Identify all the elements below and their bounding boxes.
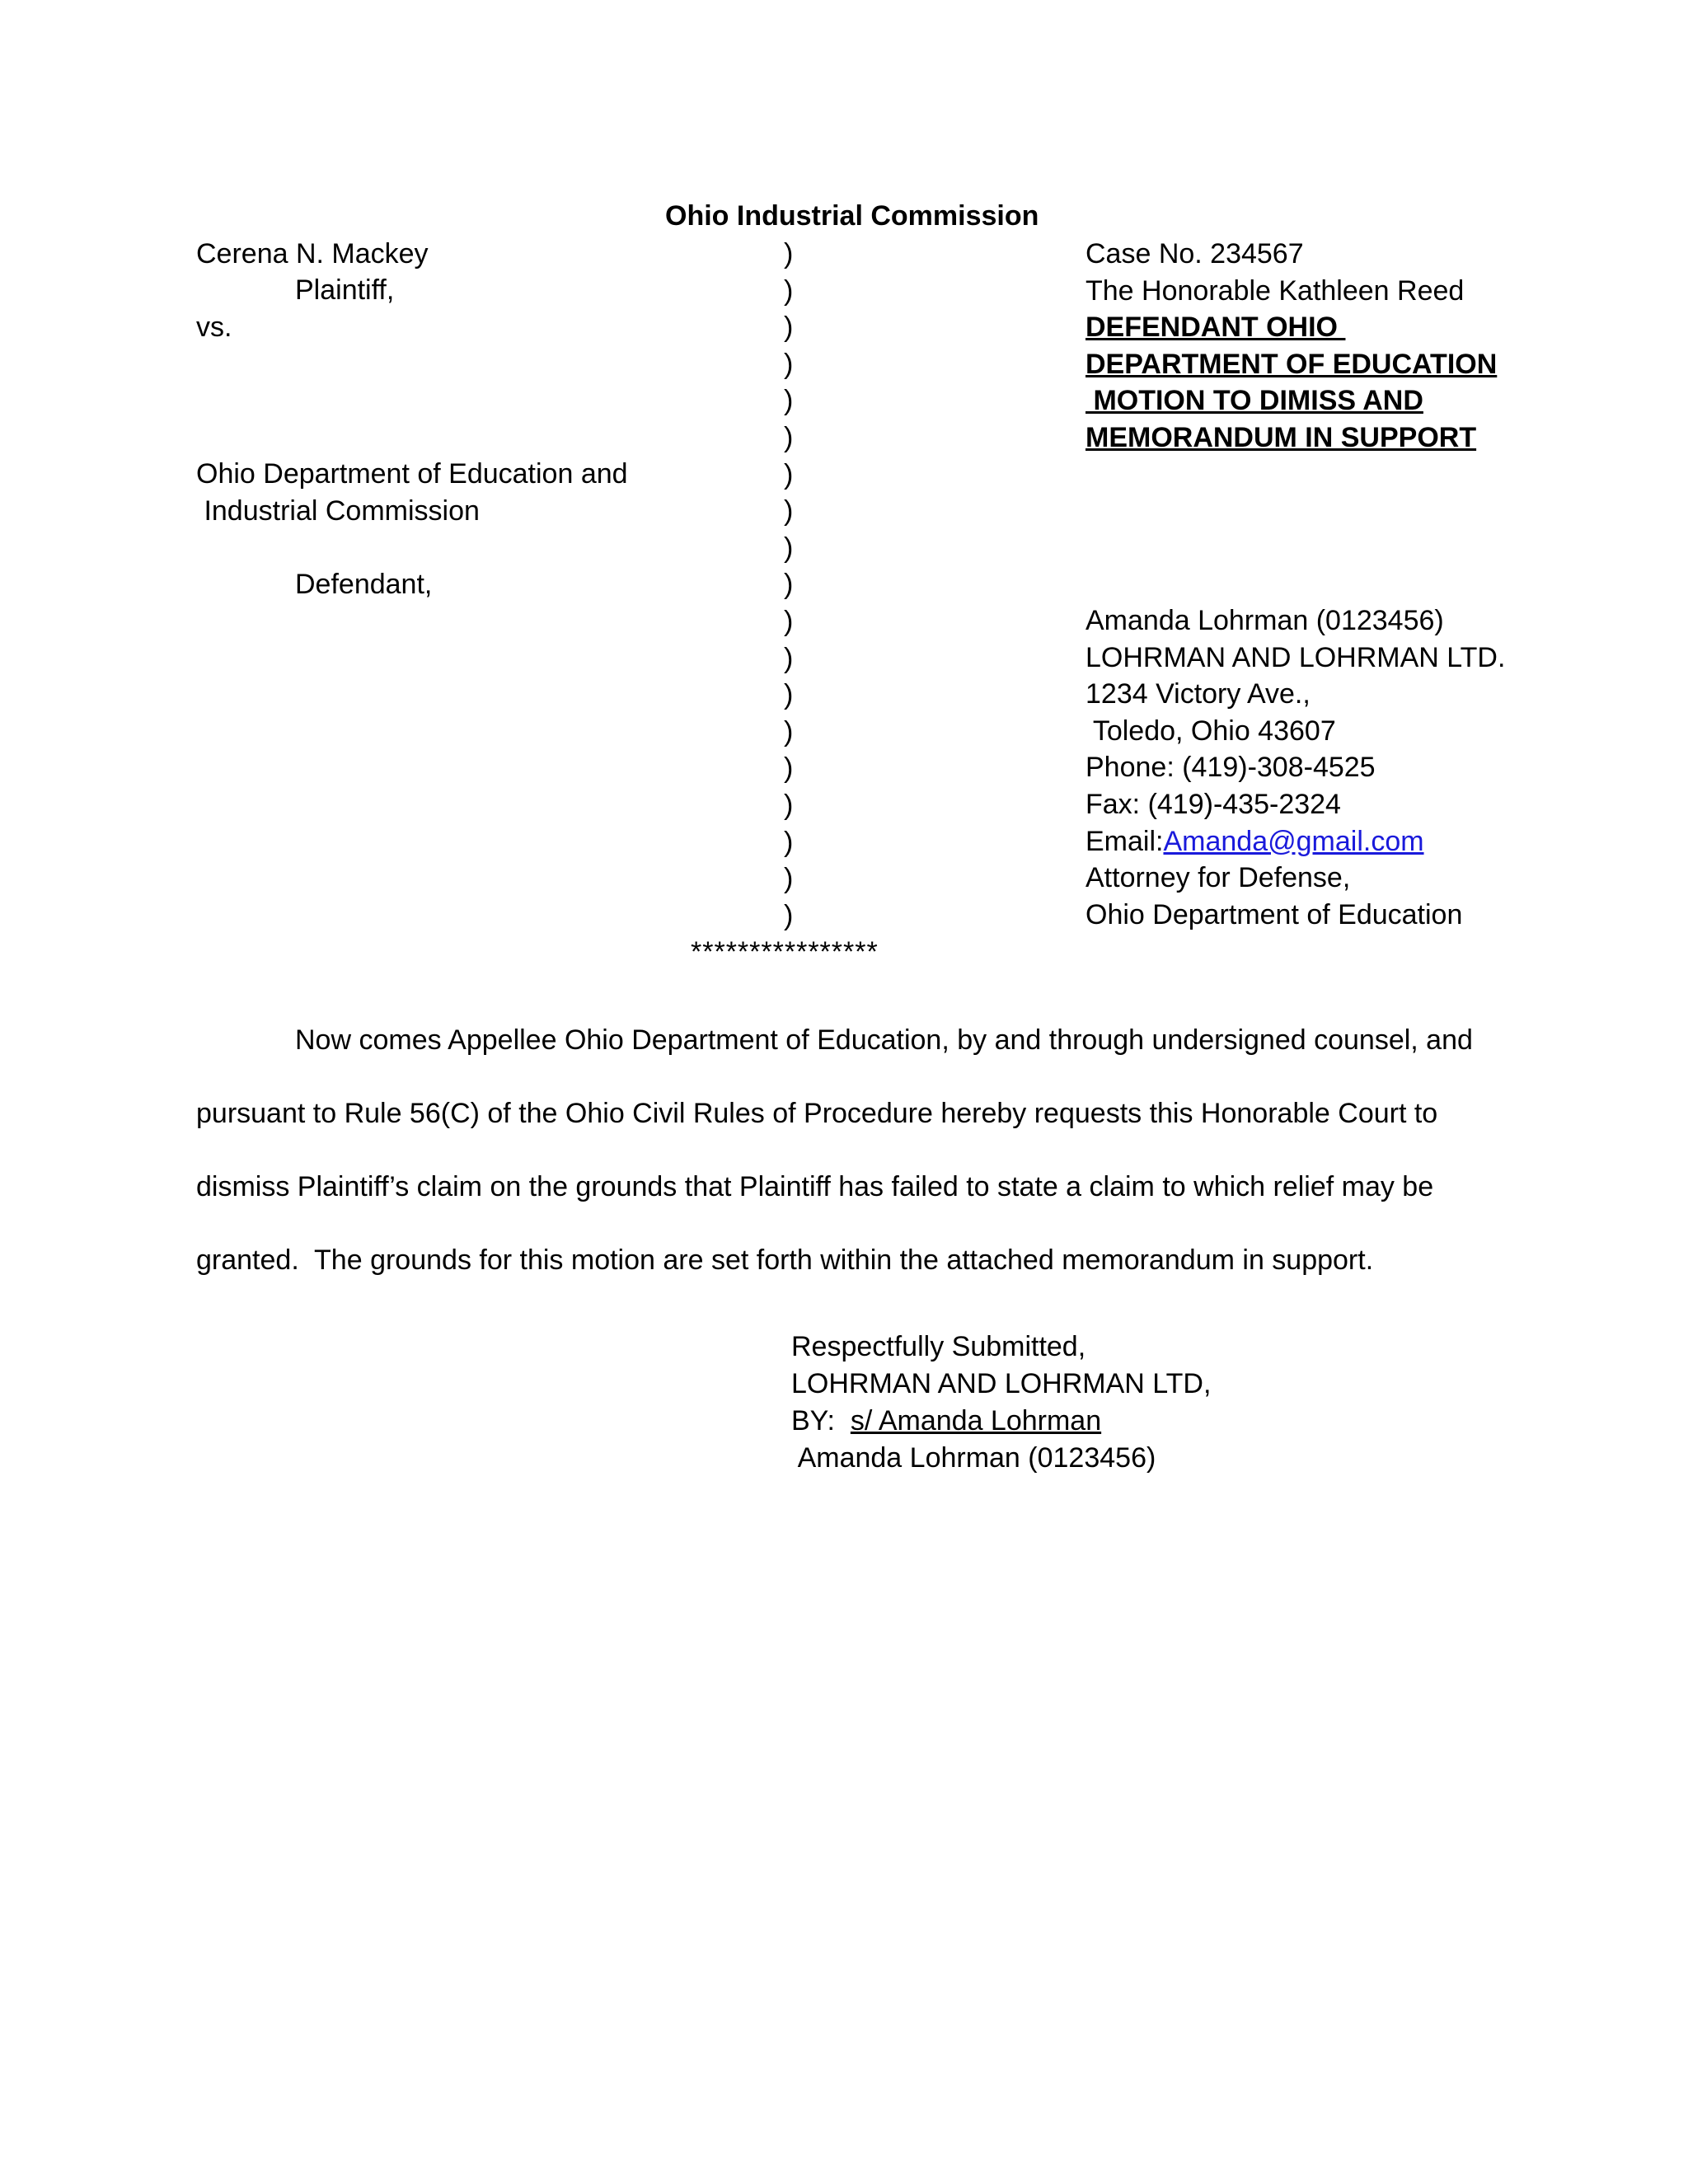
defendant-name-line1: Ohio Department of Education and [196, 458, 628, 490]
signature-name: Amanda Lohrman (0123456) [791, 1442, 1156, 1474]
body-line4: granted. The grounds for this motion are set forth within the attached memorandum in support. [196, 1244, 1374, 1276]
signature-signed: s/ Amanda Lohrman [850, 1405, 1102, 1436]
signature-by-row [791, 1403, 1211, 1440]
email-label: Email: [1085, 825, 1164, 857]
versus-label: vs. [196, 312, 232, 343]
caption-paren: ) [784, 899, 794, 931]
attorney-phone: Phone: (419)-308-4525 [1085, 752, 1376, 784]
body-line1: Now comes Appellee Ohio Department of Education, by and through undersigned counsel, and [295, 1024, 1473, 1056]
caption-separator: **************** [691, 936, 879, 968]
caption-paren: ) [784, 421, 794, 453]
caption-paren: ) [784, 385, 794, 417]
signature-by-label: BY: [791, 1405, 851, 1436]
caption-paren: ) [784, 238, 794, 269]
caption-paren: ) [784, 826, 794, 858]
motion-title-line3: MOTION TO DIMISS AND [1085, 385, 1423, 417]
caption-paren: ) [784, 789, 794, 821]
body-line2: pursuant to Rule 56(C) of the Ohio Civil Rules of Procedure hereby requests this Honorable Court to [196, 1098, 1438, 1129]
caption-paren: ) [784, 458, 794, 490]
attorney-address1: 1234 Victory Ave., [1085, 678, 1311, 710]
attorney-fax: Fax: (419)-435-2324 [1085, 788, 1341, 820]
court-title: Ohio Industrial Commission [665, 200, 1039, 232]
caption-paren: ) [784, 348, 794, 380]
caption-parenthesis-column [784, 236, 793, 934]
caption-paren: ) [784, 642, 794, 674]
email-link[interactable]: Amanda@gmail.com [1163, 825, 1424, 857]
attorney-role2: Ohio Department of Education [1085, 898, 1463, 930]
motion-title-line2: DEPARTMENT OF EDUCATION [1085, 348, 1498, 380]
case-number: Case No. 234567 [1085, 238, 1304, 269]
plaintiff-role: Plaintiff, [295, 274, 395, 306]
plaintiff-name: Cerena N. Mackey [196, 238, 429, 269]
attorney-block [1085, 602, 1505, 933]
caption-paren: ) [784, 715, 794, 748]
judge-name: The Honorable Kathleen Reed [1085, 274, 1465, 307]
caption-paren: ) [784, 863, 794, 895]
motion-body [196, 1004, 1498, 1297]
defendant-role: Defendant, [295, 569, 433, 600]
attorney-address2: Toledo, Ohio 43607 [1085, 715, 1336, 747]
caption-paren: ) [784, 495, 794, 527]
caption-paren: ) [784, 312, 794, 344]
attorney-name: Amanda Lohrman (0123456) [1085, 605, 1444, 636]
signature-closing: Respectfully Submitted, [791, 1331, 1086, 1362]
motion-title-line4: MEMORANDUM IN SUPPORT [1085, 421, 1477, 453]
body-line3: dismiss Plaintiff’s claim on the grounds that Plaintiff has failed to state a claim to which relief may be [196, 1171, 1434, 1202]
caption-paren: ) [784, 274, 794, 307]
caption-paren: ) [784, 569, 794, 601]
case-info-block [1085, 236, 1497, 457]
attorney-firm: LOHRMAN AND LOHRMAN LTD. [1085, 641, 1506, 673]
defendant-name-line2: Industrial Commission [196, 495, 480, 527]
signature-block [791, 1329, 1211, 1477]
attorney-role1: Attorney for Defense, [1085, 862, 1351, 894]
motion-title-line1: DEFENDANT OHIO [1085, 312, 1346, 344]
caption-paren: ) [784, 679, 794, 711]
signature-firm: LOHRMAN AND LOHRMAN LTD, [791, 1368, 1212, 1399]
attorney-email-row [1085, 823, 1505, 860]
caption-paren: ) [784, 752, 794, 785]
caption-paren: ) [784, 605, 794, 637]
caption-paren: ) [784, 532, 794, 564]
